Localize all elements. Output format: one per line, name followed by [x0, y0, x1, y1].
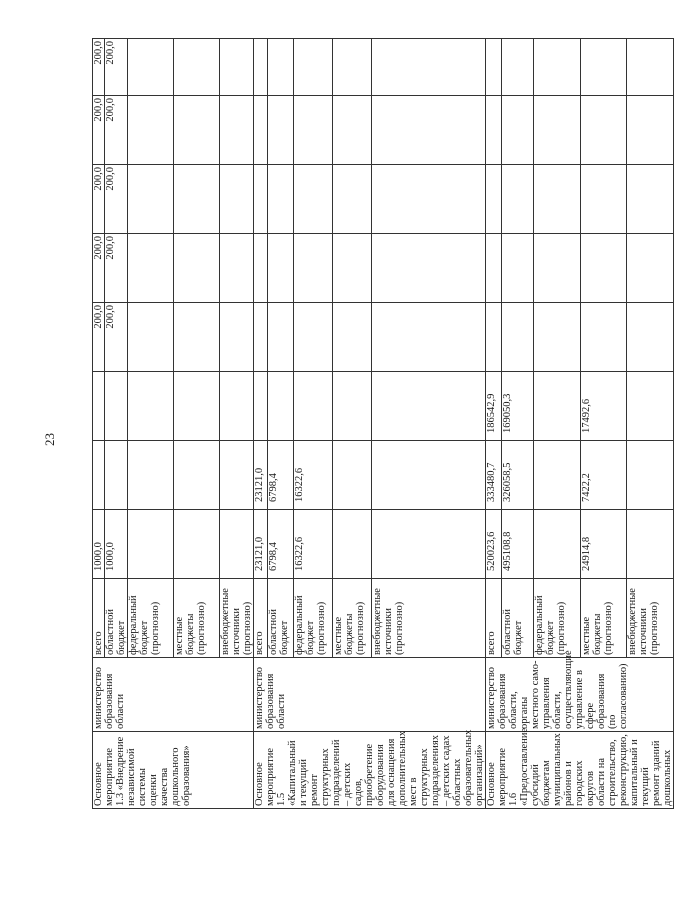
amount-cell [254, 39, 268, 96]
amount-cell: 200,0 [105, 234, 128, 303]
amount-cell [93, 441, 105, 510]
amount-cell [105, 441, 128, 510]
amount-cell [502, 39, 534, 96]
amount-cell [128, 165, 174, 234]
amount-cell [534, 372, 581, 441]
amount-cell: 6798,4 [267, 441, 293, 510]
amount-cell [627, 234, 674, 303]
amount-cell: 200,0 [93, 39, 105, 96]
amount-cell [267, 234, 293, 303]
amount-cell: 186542,9 [486, 372, 502, 441]
amount-cell [502, 303, 534, 372]
amount-cell [254, 165, 268, 234]
amount-cell [220, 303, 254, 372]
executor-cell: министерство образования области [93, 658, 254, 732]
amount-cell [220, 165, 254, 234]
amount-cell [267, 303, 293, 372]
amount-cell [220, 372, 254, 441]
amount-cell [332, 510, 371, 579]
amount-cell [267, 372, 293, 441]
amount-cell [371, 234, 485, 303]
amount-cell: 200,0 [93, 96, 105, 165]
amount-cell [254, 234, 268, 303]
amount-cell [371, 372, 485, 441]
amount-cell [293, 372, 332, 441]
amount-cell [220, 510, 254, 579]
rotated-page-content [92, 39, 673, 809]
amount-cell [332, 441, 371, 510]
funding-source-cell: всего [93, 579, 105, 658]
amount-cell [254, 303, 268, 372]
amount-cell [534, 39, 581, 96]
amount-cell [220, 96, 254, 165]
amount-cell [174, 510, 220, 579]
funding-source-cell: федеральный бюджет (прогнозно) [293, 579, 332, 658]
amount-cell [627, 303, 674, 372]
funding-source-cell: федеральный бюджет (прогнозно) [534, 579, 581, 658]
amount-cell [486, 39, 502, 96]
amount-cell [105, 372, 128, 441]
amount-cell [580, 96, 627, 165]
amount-cell [371, 96, 485, 165]
funding-source-cell: внебюджетные источники (прогнозно) [220, 579, 254, 658]
amount-cell: 520023,6 [486, 510, 502, 579]
amount-cell [627, 510, 674, 579]
amount-cell [254, 372, 268, 441]
amount-cell: 1000,0 [93, 510, 105, 579]
amount-cell [128, 510, 174, 579]
amount-cell [580, 39, 627, 96]
amount-cell: 1000,0 [105, 510, 128, 579]
amount-cell [627, 441, 674, 510]
funding-source-cell: местные бюджеты (прогнозно) [174, 579, 220, 658]
amount-cell [502, 165, 534, 234]
amount-cell [332, 372, 371, 441]
amount-cell [332, 234, 371, 303]
funding-source-cell: внебюджетные источники (прогнозно) [371, 579, 485, 658]
amount-cell [293, 165, 332, 234]
amount-cell [534, 234, 581, 303]
amount-cell: 200,0 [105, 96, 128, 165]
amount-cell [534, 441, 581, 510]
funding-source-cell: областной бюджет [105, 579, 128, 658]
amount-cell [293, 39, 332, 96]
amount-cell [174, 441, 220, 510]
amount-cell [332, 96, 371, 165]
amount-cell: 7422,2 [580, 441, 627, 510]
amount-cell [267, 96, 293, 165]
amount-cell: 200,0 [105, 39, 128, 96]
amount-cell [486, 165, 502, 234]
amount-cell [128, 441, 174, 510]
funding-source-cell: местные бюджеты (прогнозно) [332, 579, 371, 658]
measure-cell: Основное мероприятие 1.3 «Внедрение независимой системы оценки качества дошкольного образования» [93, 732, 254, 809]
amount-cell: 326058,5 [502, 441, 534, 510]
amount-cell [254, 96, 268, 165]
amount-cell [220, 234, 254, 303]
amount-cell: 200,0 [93, 165, 105, 234]
funding-source-cell: федеральный бюджет (прогнозно) [128, 579, 174, 658]
amount-cell [128, 303, 174, 372]
amount-cell [627, 372, 674, 441]
amount-cell [174, 234, 220, 303]
amount-cell [486, 303, 502, 372]
amount-cell [371, 303, 485, 372]
amount-cell [220, 39, 254, 96]
amount-cell [534, 303, 581, 372]
amount-cell: 200,0 [93, 234, 105, 303]
amount-cell [627, 39, 674, 96]
budget-table [92, 38, 674, 809]
amount-cell [174, 303, 220, 372]
funding-source-cell: всего [254, 579, 268, 658]
amount-cell: 6798,4 [267, 510, 293, 579]
amount-cell [128, 96, 174, 165]
amount-cell [293, 234, 332, 303]
amount-cell: 17492,6 [580, 372, 627, 441]
executor-cell: министерство образования области, органы местного само-управления области, осуществляющие управление в сфере образования (по согласованию) [486, 658, 674, 732]
funding-source-cell: внебюджетные источники (прогнозно) [627, 579, 674, 658]
amount-cell: 495108,8 [502, 510, 534, 579]
amount-cell: 200,0 [105, 303, 128, 372]
amount-cell: 24914,8 [580, 510, 627, 579]
amount-cell [580, 165, 627, 234]
amount-cell [174, 39, 220, 96]
table-row [486, 39, 502, 809]
amount-cell [486, 96, 502, 165]
amount-cell [371, 165, 485, 234]
page-number: 23 [42, 433, 57, 446]
amount-cell [371, 441, 485, 510]
amount-cell [128, 372, 174, 441]
amount-cell [267, 39, 293, 96]
amount-cell [293, 303, 332, 372]
amount-cell [371, 510, 485, 579]
amount-cell [534, 165, 581, 234]
table-row [254, 39, 268, 809]
amount-cell: 169050,3 [502, 372, 534, 441]
amount-cell [627, 96, 674, 165]
amount-cell [93, 372, 105, 441]
amount-cell [332, 165, 371, 234]
amount-cell: 16322,6 [293, 441, 332, 510]
amount-cell [486, 234, 502, 303]
amount-cell: 23121,0 [254, 441, 268, 510]
measure-cell: Основное мероприятие 1.5 «Капитальный и текущий ремонт структурных подразделений – детских садов, приобретение оборудования для оснащения дополнительных мест в структурных подразделениях – детских садах областных образовательных организаций» [254, 732, 486, 809]
amount-cell [371, 39, 485, 96]
amount-cell [220, 441, 254, 510]
funding-source-cell: областной бюджет [502, 579, 534, 658]
amount-cell: 200,0 [105, 165, 128, 234]
amount-cell [128, 234, 174, 303]
amount-cell [534, 510, 581, 579]
amount-cell [174, 96, 220, 165]
amount-cell [293, 96, 332, 165]
funding-source-cell: всего [486, 579, 502, 658]
amount-cell [580, 303, 627, 372]
amount-cell: 16322,6 [293, 510, 332, 579]
measure-cell: Основное мероприятие 1.6 «Предоставление субсидий бюджетам муниципальных районов и городских округов области на строительство, реконструкцию, капитальный и текущий ремонт зданий дошкольных [486, 732, 674, 809]
amount-cell: 333480,7 [486, 441, 502, 510]
amount-cell [502, 96, 534, 165]
amount-cell [332, 303, 371, 372]
amount-cell: 23121,0 [254, 510, 268, 579]
amount-cell [174, 372, 220, 441]
amount-cell: 200,0 [93, 303, 105, 372]
executor-cell: министерство образования области [254, 658, 486, 732]
amount-cell [128, 39, 174, 96]
amount-cell [580, 234, 627, 303]
amount-cell [332, 39, 371, 96]
amount-cell [534, 96, 581, 165]
funding-source-cell: местные бюджеты (прогнозно) [580, 579, 627, 658]
amount-cell [502, 234, 534, 303]
table-row [93, 39, 105, 809]
amount-cell [267, 165, 293, 234]
funding-source-cell: областной бюджет [267, 579, 293, 658]
amount-cell [174, 165, 220, 234]
amount-cell [627, 165, 674, 234]
